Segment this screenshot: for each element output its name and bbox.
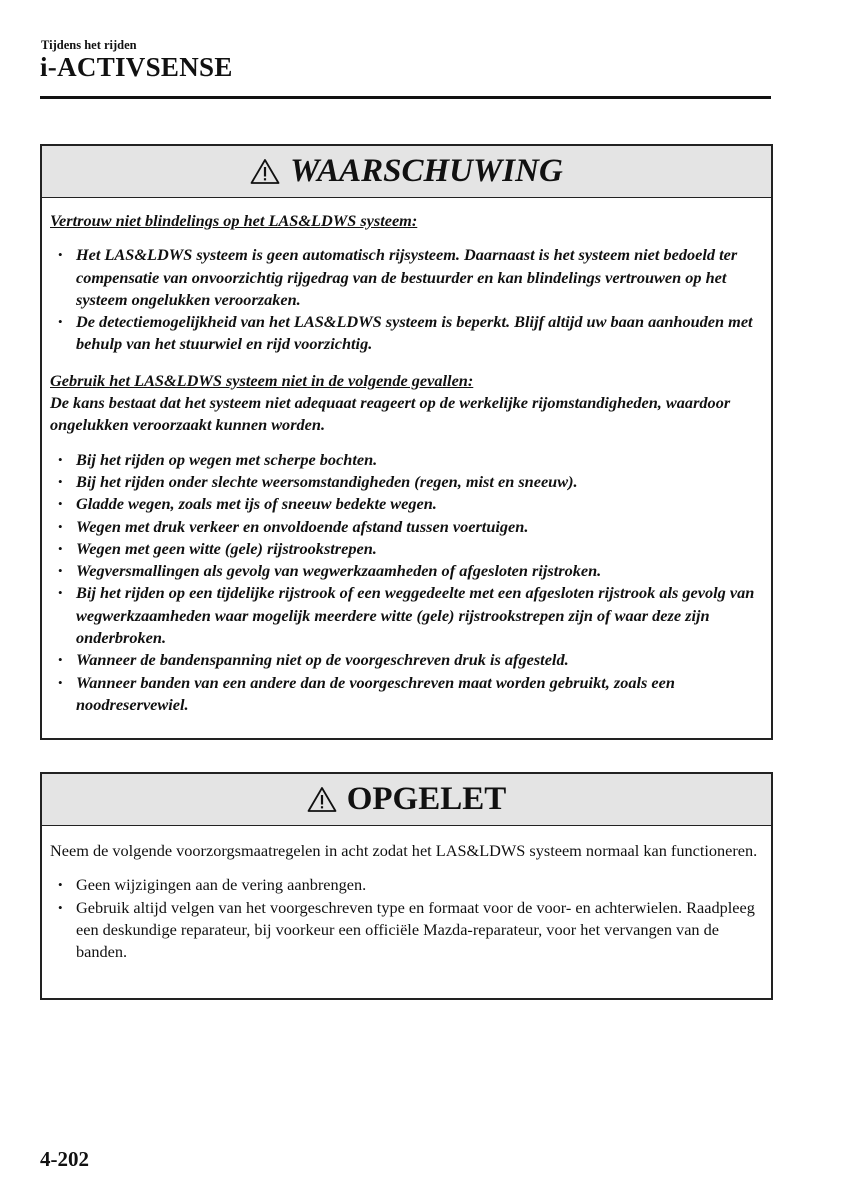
caution-box bbox=[40, 772, 773, 1000]
page-number: 4-202 bbox=[40, 1147, 89, 1171]
warning-triangle-icon bbox=[250, 158, 280, 185]
warning-section2-intro: De kans bestaat dat het systeem niet adequaat reageert op de werkelijke rijomstandigheden, waardoor ongelukken veroorzaakt kunnen worden. bbox=[50, 393, 731, 435]
caution-title: OPGELET bbox=[346, 781, 507, 817]
warning-content bbox=[42, 198, 771, 716]
warning-section2-heading: Gebruik het LAS&LDWS systeem niet in de volgende gevallen: bbox=[50, 370, 474, 390]
list-item: • Wegen met druk verkeer en onvoldoende afstand tussen voertuigen. bbox=[50, 516, 771, 538]
list-item: • Bij het rijden op een tijdelijke rijstrook of een weggedeelte met een afgesloten rijstrook als gevolg van wegwerkzaamheden waar mogelijk meerdere witte (gele) rijstrookstrepen zijn of waar deze zijn onderbroken. bbox=[50, 582, 771, 649]
list-item: • Wanneer de bandenspanning niet op de voorgeschreven druk is afgesteld. bbox=[50, 649, 771, 671]
list-item: • Bij het rijden onder slechte weersomstandigheden (regen, mist en sneeuw). bbox=[50, 471, 771, 493]
list-item: • Gebruik altijd velgen van het voorgeschreven type en formaat voor de voor- en achterwielen. Raadpleeg een deskundige reparateur, bij voorkeur een officiële Mazda-reparateur, voor het vervangen van de banden. bbox=[50, 897, 771, 964]
list-item: • Geen wijzigingen aan de vering aanbrengen. bbox=[50, 874, 771, 896]
section-label: Tijdens het rijden bbox=[41, 38, 137, 52]
warning-triangle-icon bbox=[307, 786, 337, 813]
caution-intro: Neem de volgende voorzorgsmaatregelen in acht zodat het LAS&LDWS systeem normaal kan functioneren. bbox=[50, 841, 758, 860]
list-item: • Bij het rijden op wegen met scherpe bochten. bbox=[50, 449, 771, 471]
caution-content bbox=[42, 826, 771, 963]
list-item: • Wegversmallingen als gevolg van wegwerkzaamheden of afgesloten rijstroken. bbox=[50, 560, 771, 582]
caution-header bbox=[42, 774, 771, 826]
list-item: • Het LAS&LDWS systeem is geen automatisch rijsysteem. Daarnaast is het systeem niet bedoeld ter compensatie van onvoorzichtig rijgedrag van de bestuurder en kan blindelings vertrouwen op het systeem ongelukken veroorzaken. bbox=[50, 244, 771, 311]
caution-list bbox=[50, 874, 771, 963]
warning-title: WAARSCHUWING bbox=[290, 153, 563, 189]
page-title: i-ACTIVSENSE bbox=[40, 52, 233, 82]
list-item: • De detectiemogelijkheid van het LAS&LDWS systeem is beperkt. Blijf altijd uw baan aanhouden met behulp van het stuurwiel en rijd voorzichtig. bbox=[50, 311, 771, 356]
header-divider bbox=[40, 96, 771, 99]
warning-section2-list bbox=[50, 449, 771, 717]
warning-box bbox=[40, 144, 773, 740]
warning-section1-heading: Vertrouw niet blindelings op het LAS&LDWS systeem: bbox=[50, 211, 418, 230]
warning-header bbox=[42, 146, 771, 198]
list-item: • Wegen met geen witte (gele) rijstrookstrepen. bbox=[50, 538, 771, 560]
list-item: • Gladde wegen, zoals met ijs of sneeuw bedekte wegen. bbox=[50, 493, 771, 515]
warning-section1-list bbox=[50, 244, 771, 355]
list-item: • Wanneer banden van een andere dan de voorgeschreven maat worden gebruikt, zoals een noodreservewiel. bbox=[50, 672, 771, 717]
